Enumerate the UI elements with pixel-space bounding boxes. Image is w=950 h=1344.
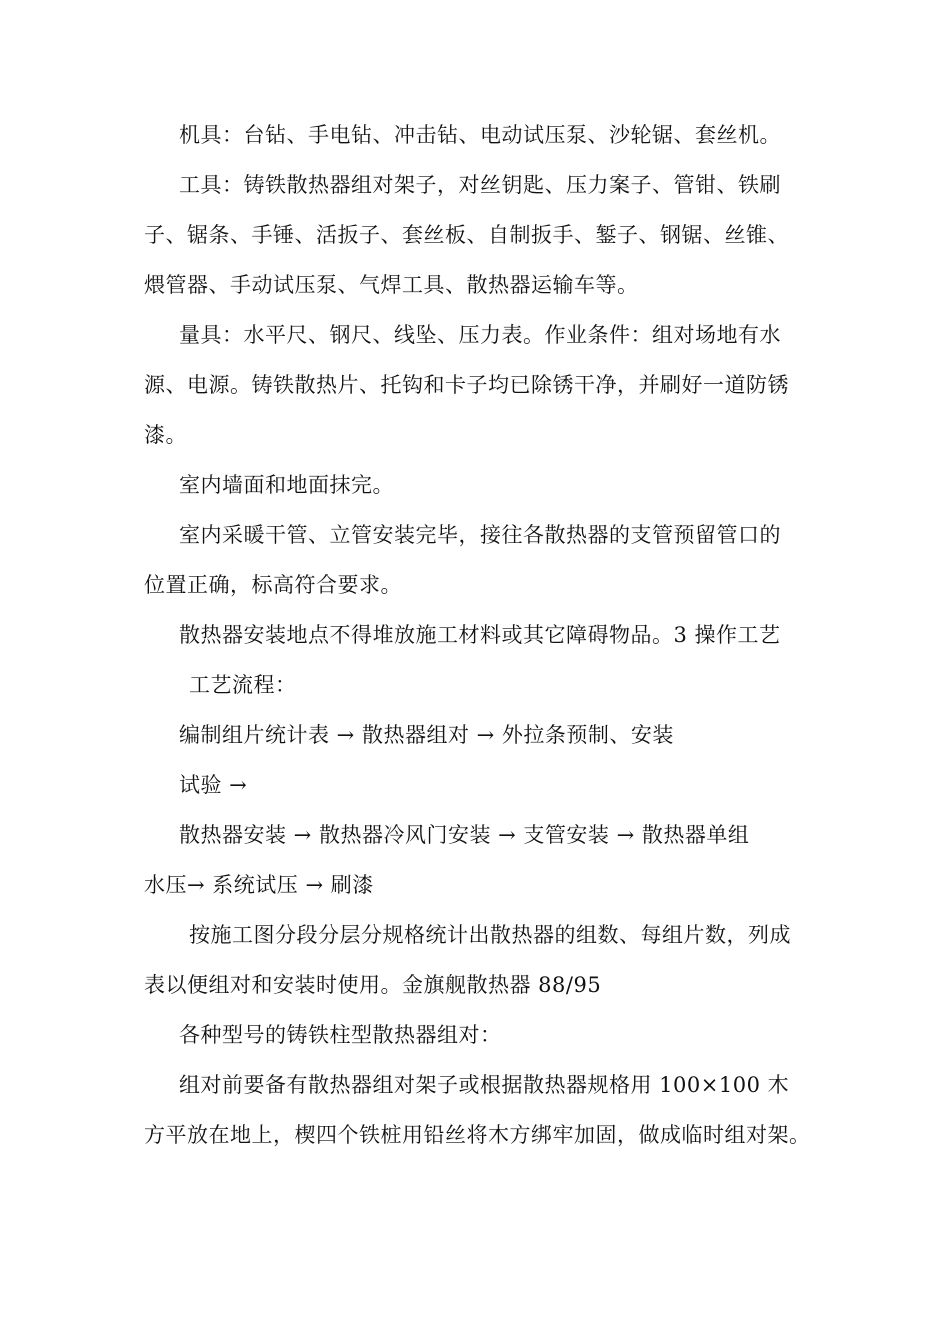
paragraph-line: 散热器安装地点不得堆放施工材料或其它障碍物品。3 操作工艺 bbox=[179, 623, 781, 647]
paragraph-line: 工具：铸铁散热器组对架子，对丝钥匙、压力案子、管钳、铁刷 bbox=[179, 173, 781, 197]
paragraph-line: 漆。 bbox=[144, 423, 187, 447]
flow-line: 编制组片统计表 → 散热器组对 → 外拉条预制、安装 bbox=[179, 723, 674, 747]
paragraph-line: 煨管器、手动试压泵、气焊工具、散热器运输车等。 bbox=[144, 273, 639, 297]
section-heading: 工艺流程： bbox=[189, 673, 297, 697]
paragraph-line: 机具：台钻、手电钻、冲击钻、电动试压泵、沙轮锯、套丝机。 bbox=[179, 123, 781, 147]
flow-line: 散热器安装 → 散热器冷风门安装 → 支管安装 → 散热器单组 bbox=[179, 823, 750, 847]
paragraph-line: 室内墙面和地面抹完。 bbox=[179, 473, 394, 497]
paragraph-line: 室内采暖干管、立管安装完毕，接往各散热器的支管预留管口的 bbox=[179, 523, 781, 547]
paragraph-line: 子、锯条、手锤、活扳子、套丝板、自制扳手、錾子、钢锯、丝锥、 bbox=[144, 223, 789, 247]
paragraph-line: 位置正确，标高符合要求。 bbox=[144, 573, 402, 597]
paragraph-line: 各种型号的铸铁柱型散热器组对： bbox=[179, 1023, 502, 1047]
paragraph-line: 量具：水平尺、钢尺、线坠、压力表。作业条件：组对场地有水 bbox=[179, 323, 781, 347]
paragraph-line: 组对前要备有散热器组对架子或根据散热器规格用 100×100 木 bbox=[179, 1073, 790, 1097]
paragraph-line: 方平放在地上，楔四个铁桩用铅丝将木方绑牢加固，做成临时组对架。 bbox=[144, 1123, 811, 1147]
flow-line: 试验 → bbox=[179, 773, 248, 797]
flow-line: 水压→ 系统试压 → 刷漆 bbox=[144, 873, 374, 897]
paragraph-line: 按施工图分段分层分规格统计出散热器的组数、每组片数，列成 bbox=[189, 923, 791, 947]
paragraph-line: 表以便组对和安装时使用。金旗舰散热器 88/95 bbox=[144, 973, 602, 997]
paragraph-line: 源、电源。铸铁散热片、托钩和卡子均已除锈干净，并刷好一道防锈 bbox=[144, 373, 789, 397]
